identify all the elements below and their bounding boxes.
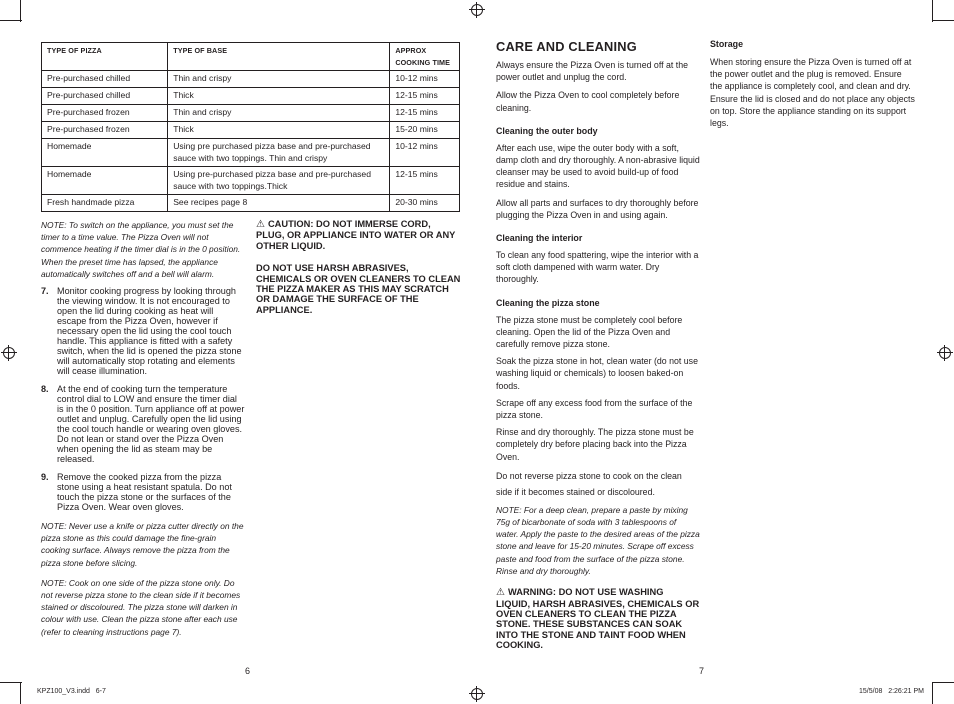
table-cell: 12-15 mins bbox=[390, 105, 460, 122]
crop-mark bbox=[0, 682, 22, 683]
table-header-row bbox=[42, 43, 460, 71]
step-text: At the end of cooking turn the temperature control dial to LOW and ensure the timer dial is in the 0 position. Turn appliance off at power outlet and unplug. Carefully open the lid using the cool touch handle or wearing oven gloves. Do not lean or stand over the Pizza Oven when opening the lid as steam may be released. bbox=[57, 384, 245, 465]
timer-note: NOTE: To switch on the appliance, you must set the timer to a time value. The Pizza Oven will not commence heating if the timer dial is in the 0 position. When the preset time has lapsed, the appliance automatically switches off and a bell will alarm. bbox=[41, 220, 241, 279]
page-number: 7 bbox=[699, 666, 705, 676]
storage-column bbox=[710, 39, 915, 129]
table-cell: Fresh handmade pizza bbox=[42, 195, 168, 212]
column-header: TYPE OF BASE bbox=[168, 43, 390, 71]
one-side-note: NOTE: Cook on one side of the pizza stone only. Do not reverse pizza stone to the clean side if it becomes stained or discoloured. The pizza stone will darken in colour with use. Clean the pizza stone after each use (refer to cleaning instructions page 7). bbox=[41, 577, 241, 637]
table-cell: Using pre purchased pizza base and pre-purchased sauce with two toppings. Thin and crispy bbox=[168, 139, 390, 167]
step-number: 8. bbox=[41, 384, 49, 395]
deep-clean-note: NOTE: For a deep clean, prepare a paste by mixing 75g of bicarbonate of soda with 3 tablespoons of water. Apply the paste to the desired areas of the pizza stone and leave for 15-20 minutes. Scrape off excess paste and food from the surface of the pizza stone. Rinse and dry thoroughly. bbox=[496, 504, 700, 576]
paragraph: Rinse and dry thoroughly. The pizza stone must be completely dry before placing back into the Pizza Oven. bbox=[496, 427, 694, 462]
paragraph: Scrape off any excess food from the surface of the pizza stone. bbox=[496, 397, 693, 421]
table-cell: 12-15 mins bbox=[390, 88, 460, 105]
caution-triangle-icon: ⚠ bbox=[496, 587, 505, 599]
step-number: 9. bbox=[41, 472, 49, 483]
paragraph: To clean any food spattering, wipe the interior with a soft cloth dampened with warm water. Dry thoroughly. bbox=[496, 250, 699, 285]
stone-warning: ⚠ WARNING: DO NOT USE WASHING LIQUID, HARSH ABRASIVES, CHEMICALS OR OVEN CLEANERS TO CLEAN THE PIZZA STONE. THESE SUBSTANCES CAN SOAK INTO THE STONE AND TAINT FOOD WHEN COOKING. bbox=[496, 587, 700, 651]
table-cell: Thin and crispy bbox=[168, 105, 390, 122]
paragraph: Allow all parts and surfaces to dry thoroughly before plugging the Pizza Oven in and using again. bbox=[496, 197, 699, 220]
crop-mark bbox=[0, 20, 22, 21]
table-cell: Thick bbox=[168, 88, 390, 105]
paragraph: The pizza stone must be completely cool before cleaning. Open the lid of the Pizza Oven and carefully remove pizza stone. bbox=[496, 314, 683, 350]
table-row bbox=[42, 105, 460, 122]
caution-triangle-icon: ⚠ bbox=[256, 219, 265, 230]
page-number: 6 bbox=[245, 666, 251, 676]
steps-list bbox=[41, 286, 245, 512]
table-cell: Pre-purchased chilled bbox=[42, 71, 168, 88]
paragraph: Allow the Pizza Oven to cool completely before cleaning. bbox=[496, 90, 680, 113]
table-cell: Pre-purchased frozen bbox=[42, 122, 168, 139]
slug-file-name: KPZ100_V3.indd 6-7 bbox=[37, 688, 106, 695]
crop-mark bbox=[932, 20, 954, 21]
paragraph: After each use, wipe the outer body with a soft, damp cloth and dry thoroughly. A non-abrasive liquid cleanser may be used to avoid build-up of food residue and stains. bbox=[496, 142, 700, 190]
registration-mark-icon bbox=[469, 2, 485, 18]
table-row bbox=[42, 122, 460, 139]
step-item bbox=[41, 286, 245, 376]
table-cell: 12-15 mins bbox=[390, 167, 460, 195]
page-7-main-column bbox=[496, 39, 700, 651]
table-row bbox=[42, 195, 460, 212]
registration-mark-icon bbox=[469, 686, 485, 702]
crop-mark bbox=[20, 682, 21, 704]
table-cell: Thick bbox=[168, 122, 390, 139]
crop-mark bbox=[932, 682, 933, 704]
care-cleaning-heading: CARE AND CLEANING bbox=[496, 39, 637, 54]
crop-mark bbox=[932, 0, 933, 22]
step-item bbox=[41, 472, 245, 512]
section-heading: Cleaning the outer body bbox=[496, 125, 598, 136]
crop-mark bbox=[932, 682, 954, 683]
registration-mark-icon bbox=[937, 345, 953, 361]
harsh-cleaners-warning: DO NOT USE HARSH ABRASIVES, CHEMICALS OR OVEN CLEANERS TO CLEAN THE PIZZA MAKER AS THIS MAY SCRATCH OR DAMAGE THE SURFACE OF THE APPLIANCE. bbox=[256, 263, 461, 315]
knife-note: NOTE: Never use a knife or pizza cutter directly on the pizza stone as this could damage the fine-grain cooking surface. Always remove the pizza from the pizza stone before slicing. bbox=[41, 521, 244, 568]
table-cell: 15-20 mins bbox=[390, 122, 460, 139]
column-header: APPROX COOKING TIME bbox=[390, 43, 460, 71]
table-row bbox=[42, 88, 460, 105]
table-cell: Pre-purchased chilled bbox=[42, 88, 168, 105]
table-cell: Pre-purchased frozen bbox=[42, 105, 168, 122]
slug-date: 15/5/08 2:26:21 PM bbox=[859, 688, 924, 695]
step-text: Monitor cooking progress by looking through the viewing window. It is not encouraged to open the lid during cooking as heat will escape from the Pizza Oven, however if necessary open the lid using the cool touch handle. This appliance is fitted with a safety switch, when the lid is opened the pizza stone will automatically stop rotating and elements will cease illumination. bbox=[57, 286, 242, 377]
column-header: TYPE OF PIZZA bbox=[42, 43, 168, 71]
paragraph: Always ensure the Pizza Oven is turned off at the power outlet and unplug the cord. bbox=[496, 60, 689, 83]
table-cell: 20-30 mins bbox=[390, 195, 460, 212]
table-cell: See recipes page 8 bbox=[168, 195, 390, 212]
table-cell: Using pre-purchased pizza base and pre-purchased sauce with two toppings.Thick bbox=[168, 167, 390, 195]
storage-heading: Storage bbox=[710, 39, 744, 49]
cooking-time-table bbox=[41, 42, 460, 212]
page-6-warning-column bbox=[256, 219, 461, 315]
step-text: Remove the cooked pizza from the pizza stone using a heat resistant spatula. Do not touch the pizza stone or the surfaces of the Pizza Oven. Wear oven gloves. bbox=[57, 472, 232, 513]
paragraph: Soak the pizza stone in hot, clean water (do not use washing liquid or chemicals) to loosen baked-on foods. bbox=[496, 356, 698, 391]
table-cell: Homemade bbox=[42, 139, 168, 167]
table-row bbox=[42, 139, 460, 167]
section-heading: Cleaning the pizza stone bbox=[496, 297, 600, 308]
step-item bbox=[41, 384, 245, 464]
table-row bbox=[42, 71, 460, 88]
table-cell: 10-12 mins bbox=[390, 71, 460, 88]
registration-mark-icon bbox=[1, 345, 17, 361]
table-row bbox=[42, 167, 460, 195]
crop-mark bbox=[20, 0, 21, 22]
paragraph: Do not reverse pizza stone to cook on the clean side if it becomes stained or discoloured. bbox=[496, 470, 682, 497]
table-cell: 10-12 mins bbox=[390, 139, 460, 167]
table-cell: Thin and crispy bbox=[168, 71, 390, 88]
step-number: 7. bbox=[41, 286, 49, 297]
caution-text: ⚠ CAUTION: DO NOT IMMERSE CORD, PLUG, OR APPLIANCE INTO WATER OR ANY OTHER LIQUID. bbox=[256, 219, 456, 251]
page-6-left-column bbox=[41, 219, 245, 638]
table-cell: Homemade bbox=[42, 167, 168, 195]
storage-text: When storing ensure the Pizza Oven is turned off at the power outlet and the plug is removed. Ensure the appliance is completely cool, and clean and dry. Ensure the lid is closed and do not place any objects on top. Store the appliance standing on its support legs. bbox=[710, 57, 915, 129]
section-heading: Cleaning the interior bbox=[496, 233, 583, 244]
